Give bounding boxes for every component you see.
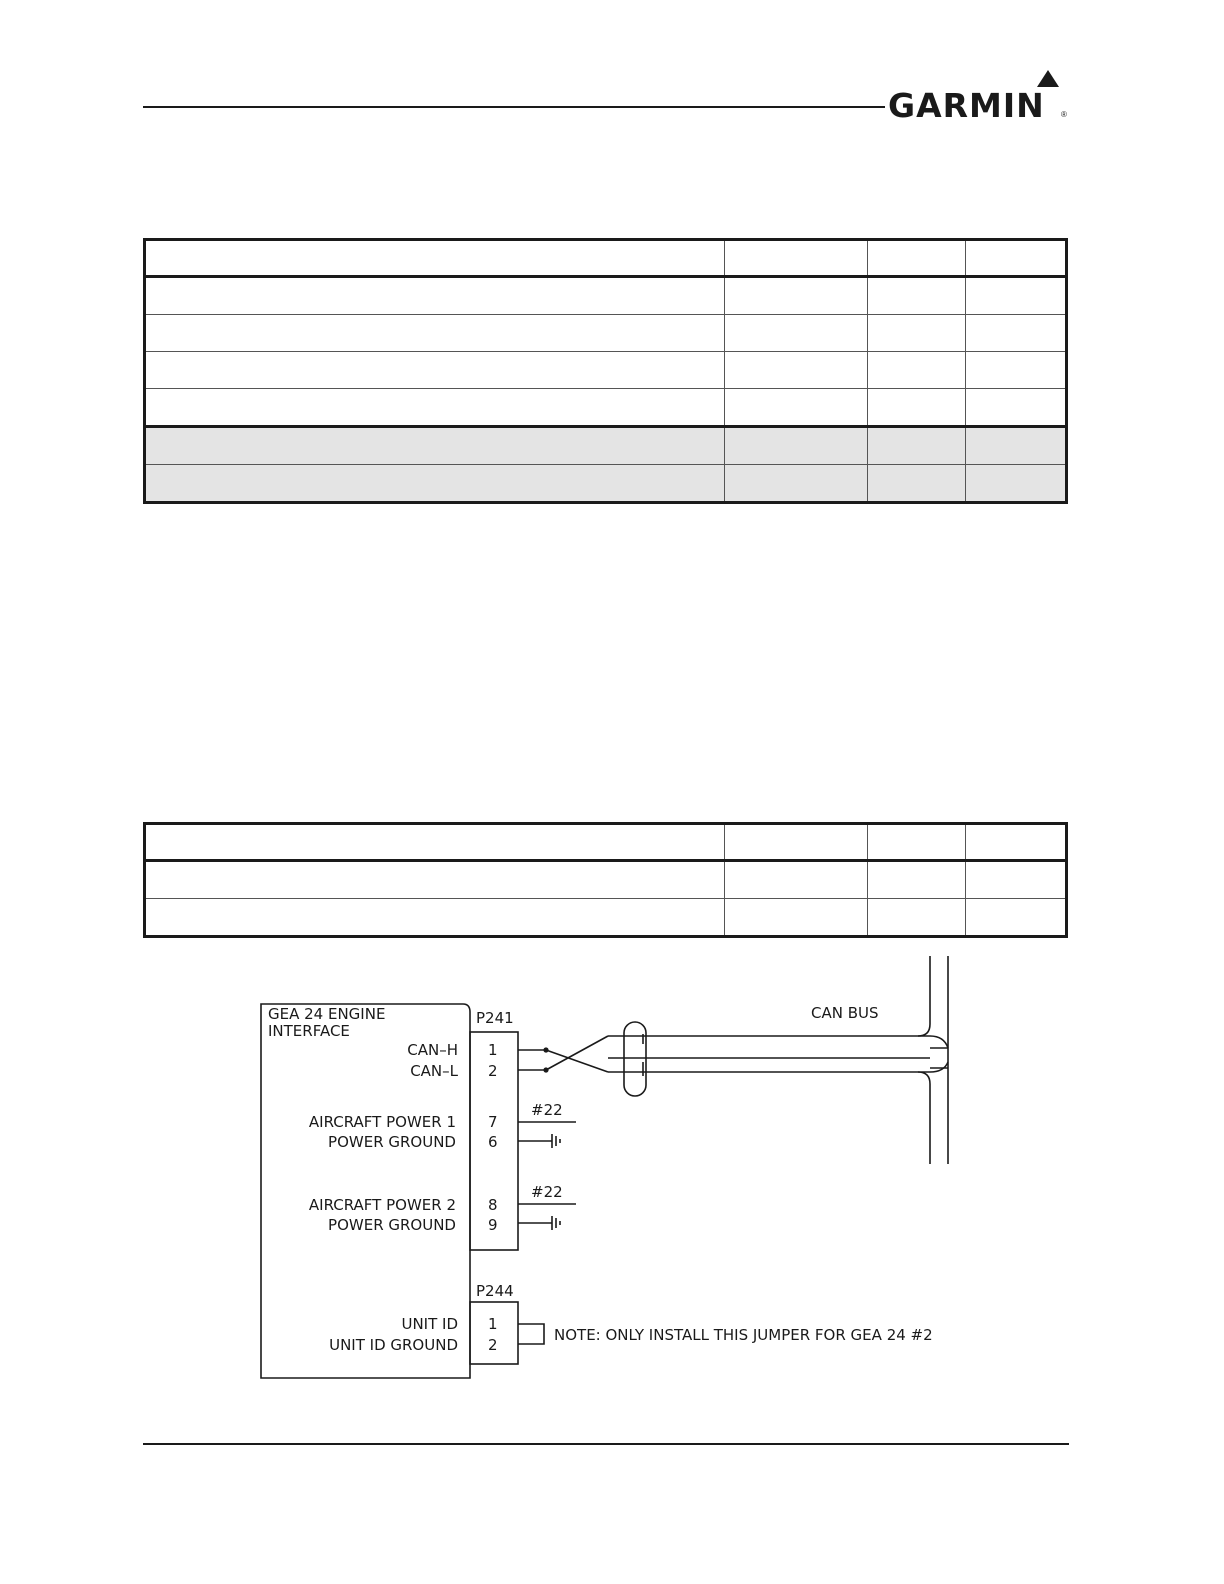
can-twisted-pair bbox=[518, 1036, 930, 1072]
logo-text: GARMIN bbox=[888, 86, 1045, 125]
can-l-pin: 2 bbox=[488, 1062, 498, 1080]
unit-id-pin: 1 bbox=[488, 1315, 498, 1333]
wire-gauge-2: #22 bbox=[531, 1183, 563, 1201]
aircraft-power-2-pin: 8 bbox=[488, 1196, 498, 1214]
can-l-label: CAN–L bbox=[410, 1062, 458, 1080]
connector-p244 bbox=[470, 1302, 518, 1364]
can-h-label: CAN–H bbox=[407, 1041, 458, 1059]
connector-p241-label: P241 bbox=[476, 1009, 514, 1027]
logo-registered-mark: ® bbox=[1061, 110, 1067, 119]
footer-rule bbox=[143, 1443, 1069, 1445]
aircraft-power-1-pin: 7 bbox=[488, 1113, 498, 1131]
can-bus-trunk bbox=[918, 956, 948, 1164]
splice-dot bbox=[544, 1068, 548, 1072]
jumper-note: NOTE: ONLY INSTALL THIS JUMPER FOR GEA 24 #2 bbox=[554, 1326, 933, 1344]
aircraft-power-2-label: AIRCRAFT POWER 2 bbox=[308, 1196, 456, 1214]
ground-2-icon bbox=[552, 1216, 560, 1230]
power-ground-2-label: POWER GROUND bbox=[328, 1216, 456, 1234]
unit-id-jumper bbox=[518, 1324, 544, 1344]
unit-title-line1: GEA 24 ENGINE bbox=[268, 1005, 386, 1023]
splice-dot bbox=[544, 1048, 548, 1052]
unit-title-line2: INTERFACE bbox=[268, 1022, 350, 1040]
power-ground-1-label: POWER GROUND bbox=[328, 1133, 456, 1151]
unit-id-label: UNIT ID bbox=[401, 1315, 458, 1333]
connector-p244-label: P244 bbox=[476, 1282, 514, 1300]
shield-oval bbox=[624, 1022, 646, 1096]
power-ground-2-pin: 9 bbox=[488, 1216, 498, 1234]
ground-1-icon bbox=[552, 1134, 560, 1148]
can-h-pin: 1 bbox=[488, 1041, 498, 1059]
can-bus-label: CAN BUS bbox=[811, 1004, 879, 1022]
unit-id-ground-pin: 2 bbox=[488, 1336, 498, 1354]
wire-gauge-1: #22 bbox=[531, 1101, 563, 1119]
aircraft-power-1-label: AIRCRAFT POWER 1 bbox=[308, 1113, 456, 1131]
unit-id-ground-label: UNIT ID GROUND bbox=[329, 1336, 458, 1354]
power-ground-1-pin: 6 bbox=[488, 1133, 498, 1151]
